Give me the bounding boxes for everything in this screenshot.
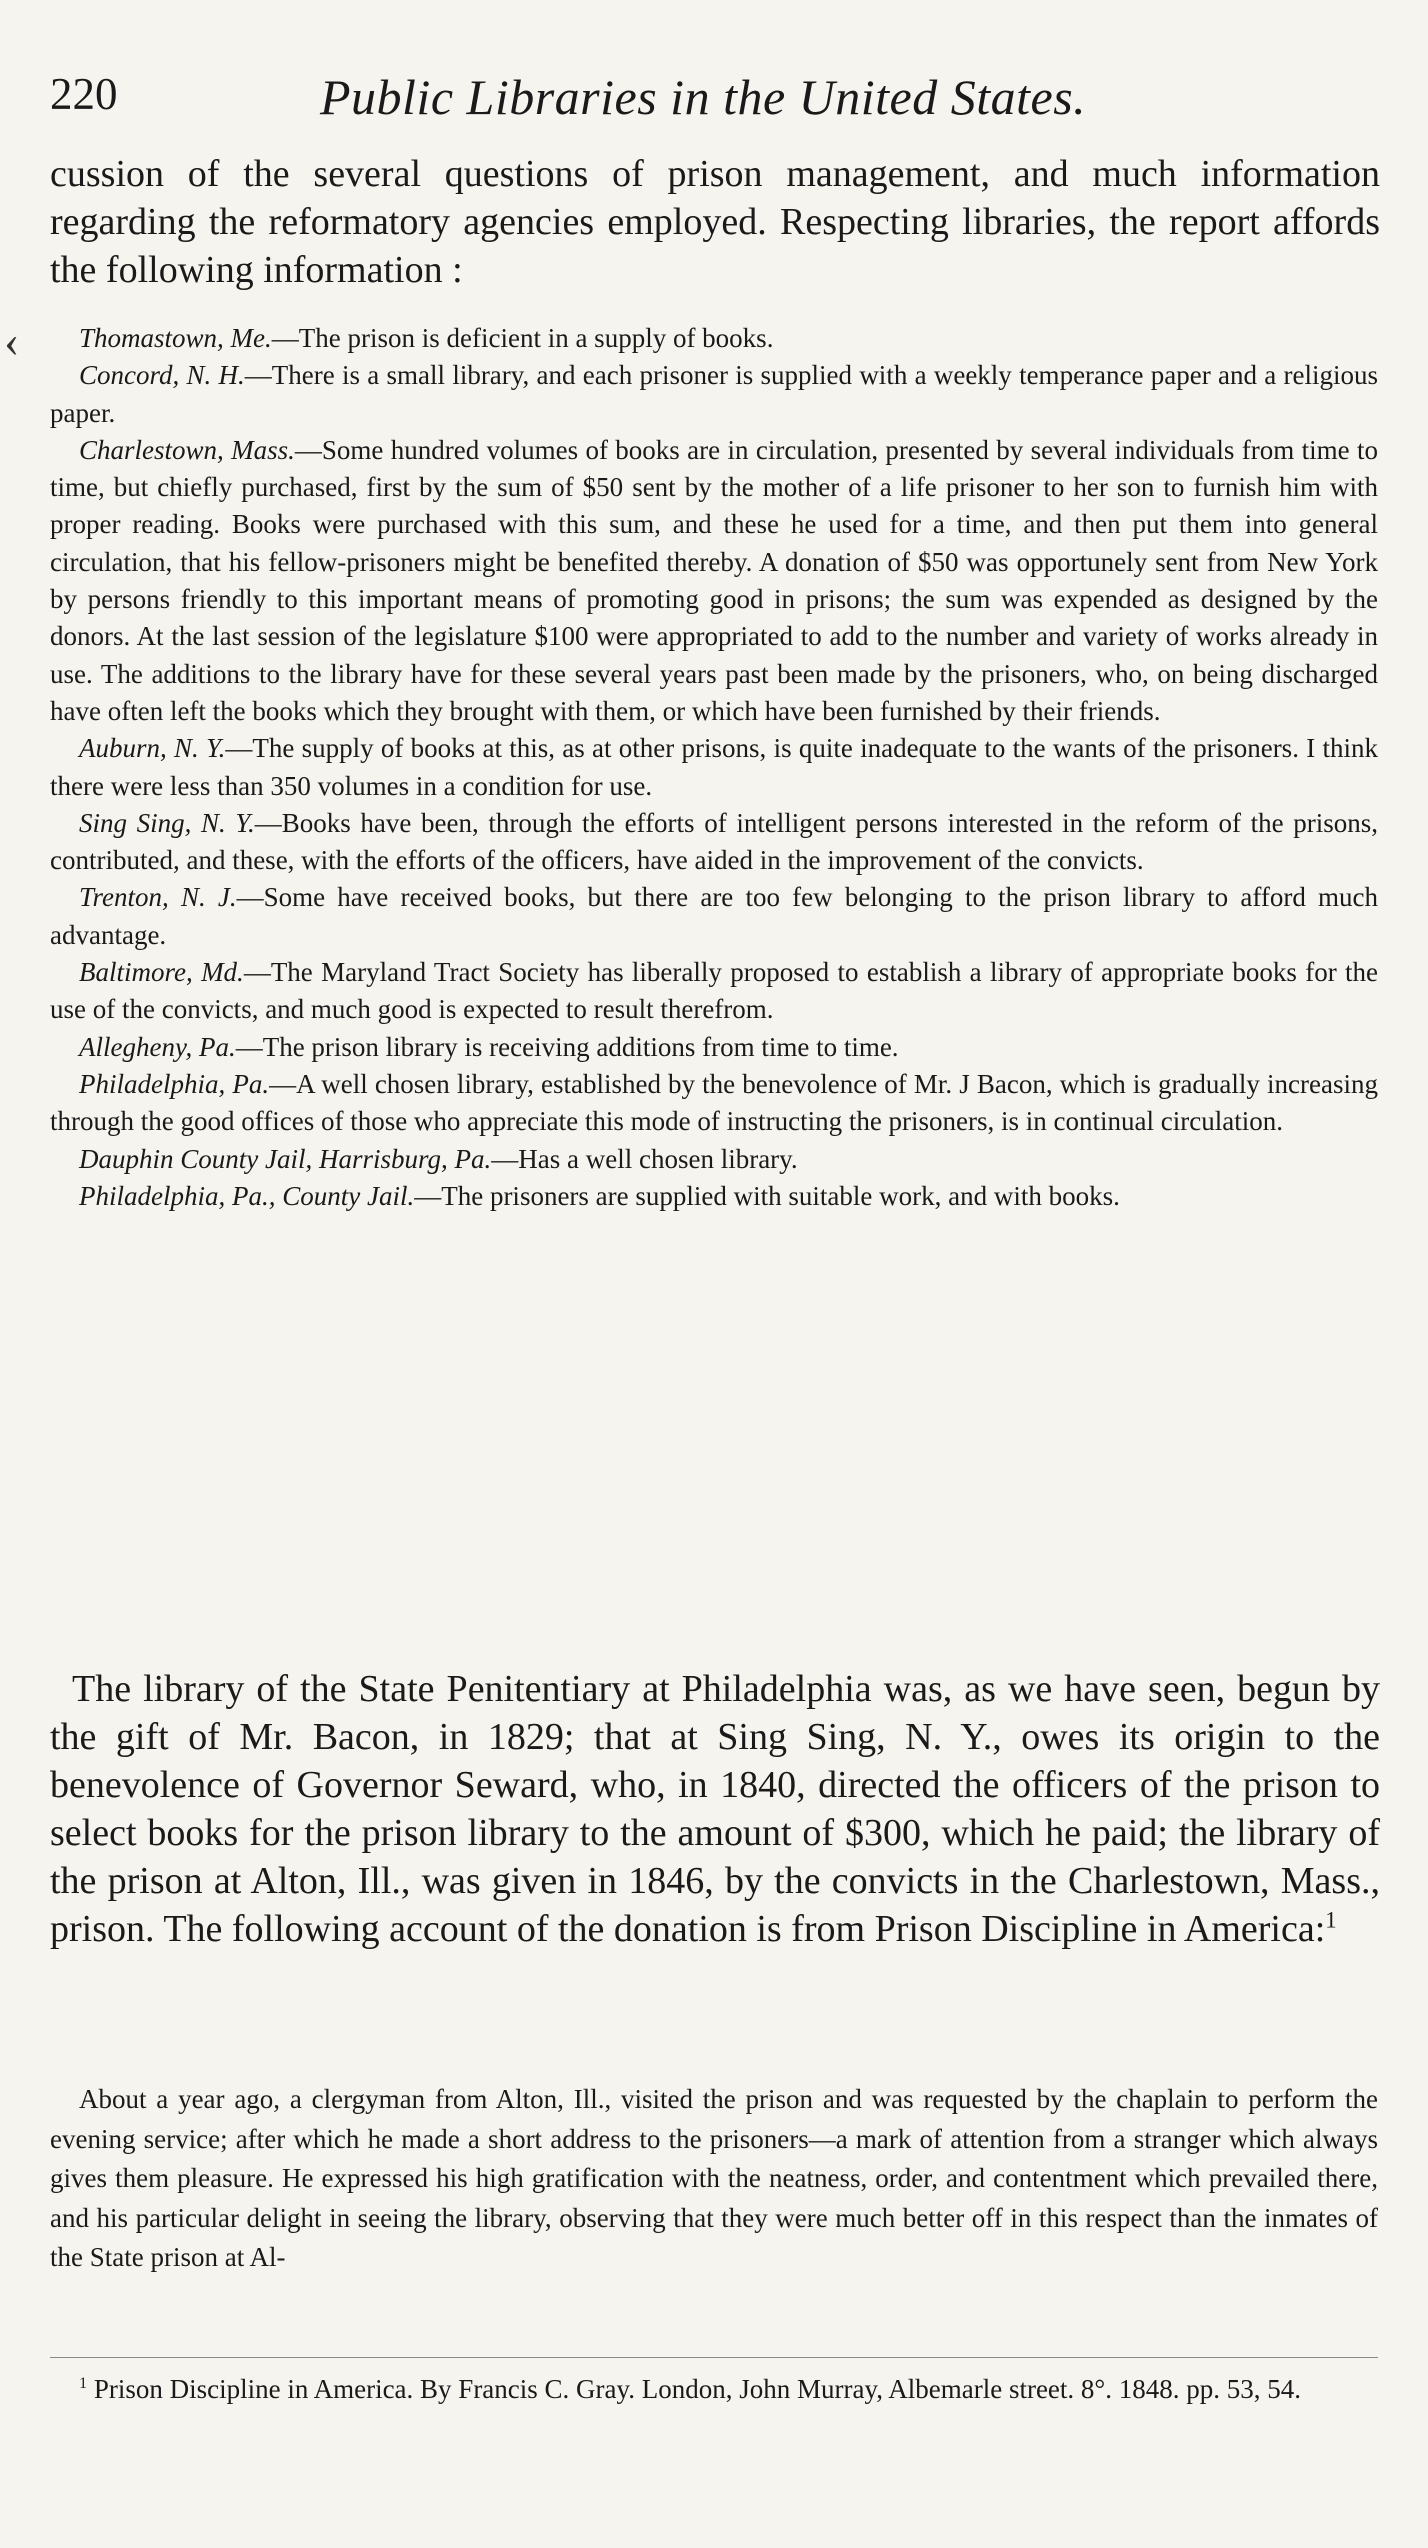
place-name: Baltimore, Md. (79, 957, 244, 988)
place-name: Philadelphia, Pa. (79, 1068, 270, 1099)
body-text: The library of the State Penitentiary at Philadelphia was, as we have seen, begun by the gift of Mr. Bacon, in 1829; that at Sing Sing, N. Y., owes its origin to the benevolence of Governor Seward, who, in 1840, directed the officers of the prison to select books for the prison library to the amount of $300, which he paid; the library of the prison at Alton, Ill., was given in 1846, by the convicts in the Charlestown, Mass., prison. The following account of the donation is from Prison Discipline in America: (50, 1668, 1380, 1950)
page-number: 220 (50, 69, 118, 119)
list-item (50, 730, 1378, 805)
entry-text: —Has a well chosen library. (491, 1143, 798, 1174)
place-name: Philadelphia, Pa., County Jail. (79, 1180, 415, 1211)
list-item (50, 879, 1378, 954)
place-name: Sing Sing, N. Y. (79, 807, 255, 838)
place-name: Auburn, N. Y. (79, 733, 226, 764)
list-item (50, 1141, 1378, 1178)
footnote-block (50, 2370, 1378, 2409)
entry-text: —The prison library is receiving additions from time to time. (235, 1031, 899, 1062)
entry-text: —A well chosen library, established by the benevolence of Mr. J Bacon, which is gradually increasing through the good offices of those who appreciate this mode of instructing the prisoners, is in continual circulation. (50, 1068, 1378, 1137)
list-item (50, 1029, 1378, 1066)
entry-text: —The Maryland Tract Society has liberally proposed to establish a library of appropriate books for the use of the convicts, and much good is expected to result therefrom. (50, 957, 1378, 1025)
page-header (50, 68, 1390, 138)
place-name: Thomastown, Me. (79, 323, 272, 353)
running-title: Public Libraries in the United States. (320, 69, 1087, 125)
footnote-text: Prison Discipline in America. By Francis C. Gray. London, John Murray, Albemarle street. 8°. 1848. pp. 53, 54. (87, 2374, 1301, 2404)
margin-mark: ‹ (4, 315, 20, 366)
entry-text: —Some have received books, but there are too few belonging to the prison library to afford much advantage. (50, 882, 1378, 950)
entry-text: —The prison is deficient in a supply of books. (271, 323, 774, 353)
list-item (50, 805, 1378, 880)
entry-text: —Some hundred volumes of books are in circulation, presented by several individuals from time to time, but chiefly purchased, first by the sum of $50 sent by the mother of a life prisoner to her son to furnish him with proper reading. Books were purchased with this sum, and these he used for a time, and then put them into general circulation, that his fellow-prisoners might be benefited thereby. A donation of $50 was opportunely sent from New York by persons friendly to this important means of promoting good in prisons; the sum was expended as designed by the donors. At the last session of the legislature $100 were appropriated to add to the number and variety of works already in use. The additions to the library have for these several years past been made by the prisoners, who, on being discharged have often left the books which they brought with them, or which have been furnished by their friends. (50, 434, 1378, 726)
place-name: Dauphin County Jail, Harrisburg, Pa. (79, 1143, 492, 1174)
body-paragraph (50, 1665, 1380, 1953)
footnote-reference: 1 (1325, 1907, 1337, 1933)
footnote-divider (50, 2357, 1378, 2358)
intro-text: cussion of the several questions of prison management, and much information regarding the reformatory agencies employed. Respecting libraries, the report affords the following information : (50, 153, 1380, 291)
footnote-marker: 1 (79, 2374, 88, 2392)
place-name: Charlestown, Mass. (79, 434, 295, 465)
list-item (50, 1066, 1378, 1141)
entry-text: —The prisoners are supplied with suitable work, and with books. (414, 1180, 1120, 1211)
entry-text: —The supply of books at this, as at other prisons, is quite inadequate to the wants of the prisoners. I think there were less than 350 volumes in a condition for use. (50, 733, 1378, 801)
footnote (50, 2370, 1378, 2409)
list-item (50, 1178, 1378, 1215)
place-name: Trenton, N. J. (79, 882, 237, 913)
prison-report-list (50, 320, 1378, 1215)
entry-text: —Books have been, through the efforts of intelligent persons interested in the reform of the prisons, contributed, and these, with the efforts of the officers, have aided in the improvement of the convicts. (50, 807, 1378, 876)
quoted-passage (50, 2080, 1378, 2278)
list-item (50, 357, 1378, 432)
body-text-block (50, 1665, 1380, 1953)
quote-text: About a year ago, a clergyman from Alton, Ill., visited the prison and was requested by the chaplain to perform the evening service; after which he made a short address to the prisoners—a mark of attention from a stranger which always gives them pleasure. He expressed his high gratification with the neatness, order, and contentment which prevailed there, and his particular delight in seeing the library, observing that they were much better off in this respect than the inmates of the State prison at Al- (50, 2084, 1378, 2272)
place-name: Concord, N. H. (79, 360, 245, 391)
place-name: Allegheny, Pa. (79, 1031, 236, 1062)
list-item (50, 954, 1378, 1029)
list-item (50, 432, 1378, 730)
list-item (50, 320, 1378, 357)
entry-text: —There is a small library, and each prisoner is supplied with a weekly temperance paper and a religious paper. (50, 360, 1378, 428)
intro-paragraph (50, 150, 1380, 294)
